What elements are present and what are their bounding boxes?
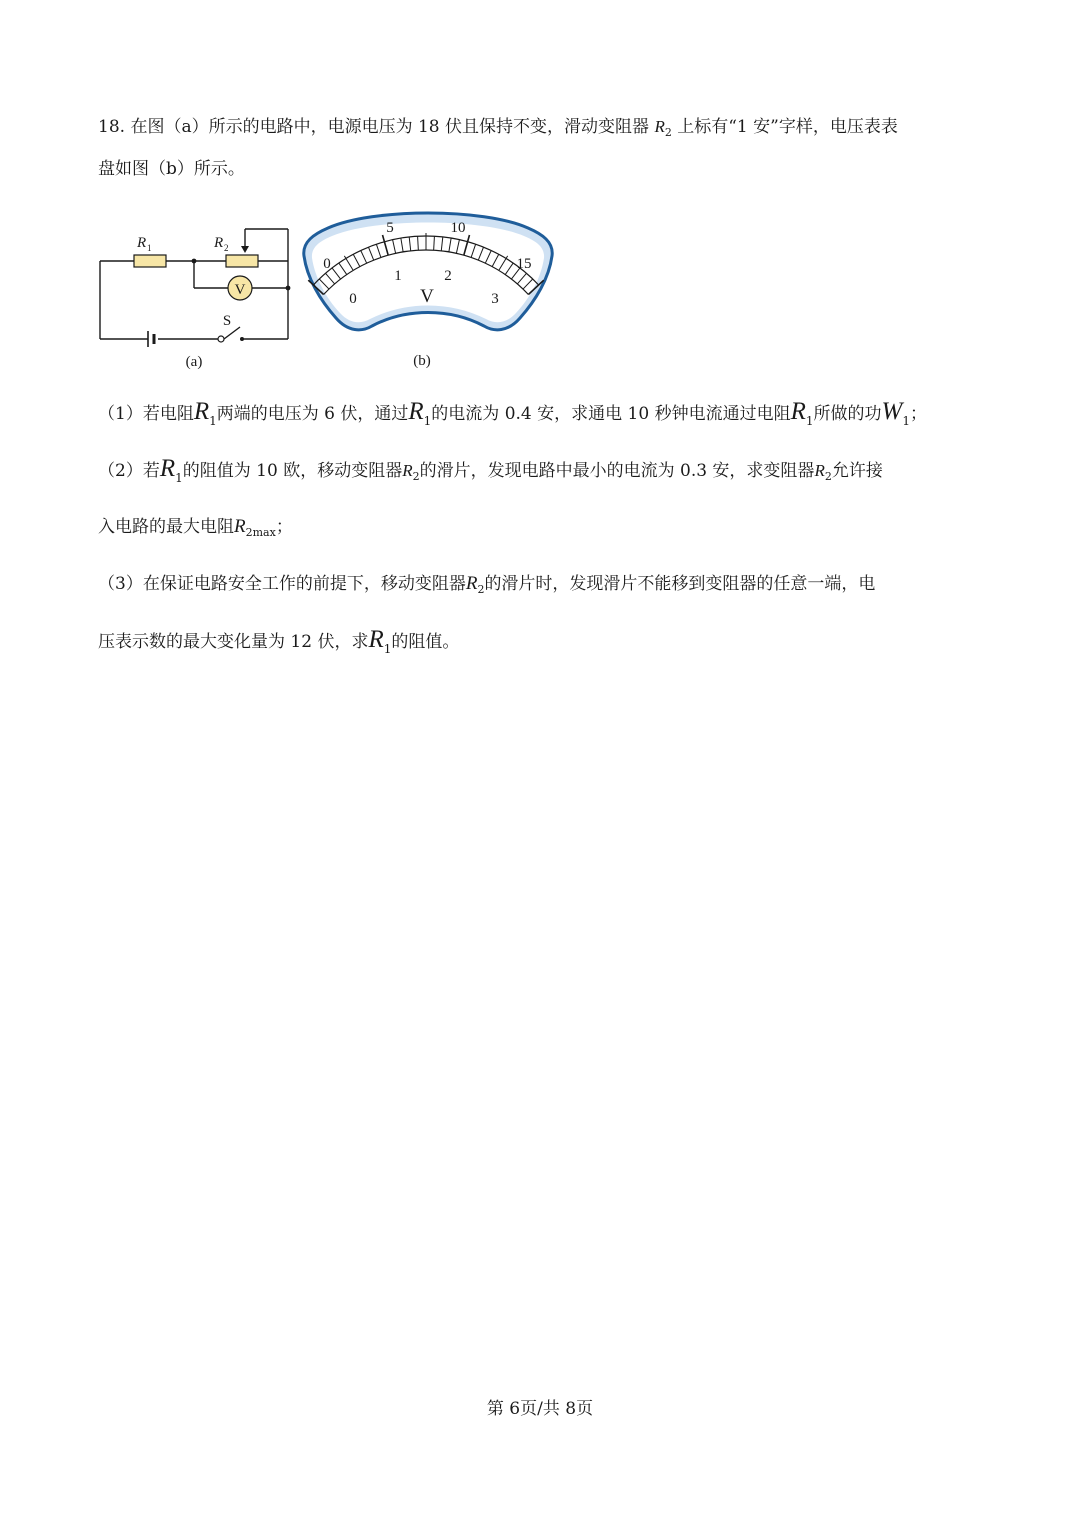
r1-subscript: 1 — [209, 414, 217, 428]
r1-subscript: 1 — [423, 414, 432, 428]
r2-label: R — [214, 235, 224, 251]
question-intro-end: 上标有“1 安”字样，电压表表 — [677, 117, 898, 137]
r1-symbol: R — [368, 626, 384, 653]
question-number: 18. — [98, 117, 126, 137]
part-1-text-c: 的电流为 0.4 安，求通电 10 秒钟电流通过电阻 — [431, 404, 791, 424]
r2max-subscript: 2max — [245, 526, 276, 539]
r1-subscript: 1 — [383, 642, 392, 656]
lower-scale-1: 1 — [394, 268, 402, 284]
lower-scale-0: 0 — [349, 291, 357, 307]
part-1-text-b: 两端的电压为 6 伏，通过 — [216, 404, 409, 424]
page-footer: 第 6页/共 8页 — [486, 1399, 594, 1419]
part-2-line2-text-a: 入电路的最大电阻 — [98, 517, 234, 537]
caption-b: (b) — [413, 353, 431, 369]
r2-symbol: R — [402, 461, 413, 480]
part-1-line — [98, 398, 927, 428]
r1-symbol: R — [159, 455, 176, 482]
upper-scale-15: 15 — [516, 256, 532, 272]
r1-subscript: 1 — [805, 414, 814, 428]
part-2-line2-text-b: ； — [275, 517, 293, 537]
voltmeter-dial — [298, 200, 558, 370]
r2-subscript: 2 — [824, 470, 832, 483]
r1-symbol: R — [193, 398, 210, 425]
resistor-r1 — [134, 255, 166, 267]
part-2-text-c: 的滑片，发现电路中最小的电流为 0.3 安，求变阻器 — [419, 461, 815, 481]
question-line-2 — [98, 154, 245, 179]
part-3-line-1 — [98, 569, 875, 596]
r1-symbol: R — [408, 398, 424, 425]
part-3-text-a: （3）在保证电路安全工作的前提下，移动变阻器 — [98, 574, 466, 594]
r1-symbol: R — [790, 398, 806, 425]
r2-subscript: 2 — [664, 126, 672, 139]
part-2-text-b: 的阻值为 10 欧，移动变阻器 — [182, 461, 403, 481]
part-3-text-b: 的滑片时，发现滑片不能移到变阻器的任意一端，电 — [484, 574, 876, 594]
part-2-line-1 — [98, 455, 883, 485]
switch-label: S — [222, 313, 232, 329]
part-3-line2-text-a: 压表示数的最大变化量为 12 伏，求 — [98, 632, 369, 652]
upper-scale-0: 0 — [323, 256, 331, 272]
r2max-symbol: R — [234, 516, 246, 537]
r2-subscript: 2 — [477, 583, 485, 596]
slider-arrow-icon — [241, 246, 249, 253]
circuit-diagram — [90, 215, 300, 375]
question-intro: 在图（a）所示的电路中，电源电压为 18 伏且保持不变，滑动变阻器 — [130, 117, 650, 137]
unit-label: V — [420, 286, 434, 307]
w1-subscript: 1 — [902, 414, 910, 428]
part-1-text-e: ； — [909, 404, 927, 424]
r1-label-sub: 1 — [147, 243, 152, 253]
upper-scale-5: 5 — [386, 220, 394, 236]
r1-subscript: 1 — [175, 471, 183, 485]
r2-symbol: R — [654, 117, 665, 136]
w1-symbol: W — [881, 398, 903, 425]
r2-symbol: R — [465, 573, 478, 594]
question-line-1 — [98, 112, 898, 139]
caption-a: (a) — [185, 354, 203, 370]
part-1-text-d: 所做的功 — [813, 404, 882, 424]
part-2-text-a: （2）若 — [98, 461, 160, 481]
part-3-line2-text-b: 的阻值。 — [391, 632, 460, 652]
part-3-line-2 — [98, 626, 459, 656]
r2-label-sub: 2 — [224, 243, 229, 253]
part-2-line-2 — [98, 512, 293, 539]
question-intro-line2: 盘如图（b）所示。 — [98, 159, 245, 179]
lower-scale-2: 2 — [444, 268, 452, 284]
part-2-text-d: 允许接 — [831, 461, 883, 481]
r1-label: R — [137, 235, 147, 251]
resistor-r2 — [226, 255, 258, 267]
r2-subscript: 2 — [412, 470, 420, 483]
voltmeter-label: V — [234, 282, 246, 298]
lower-scale-3: 3 — [491, 291, 499, 307]
part-1-text-a: （1）若电阻 — [98, 404, 194, 424]
upper-scale-10: 10 — [450, 220, 466, 236]
r2-symbol: R — [814, 461, 825, 480]
